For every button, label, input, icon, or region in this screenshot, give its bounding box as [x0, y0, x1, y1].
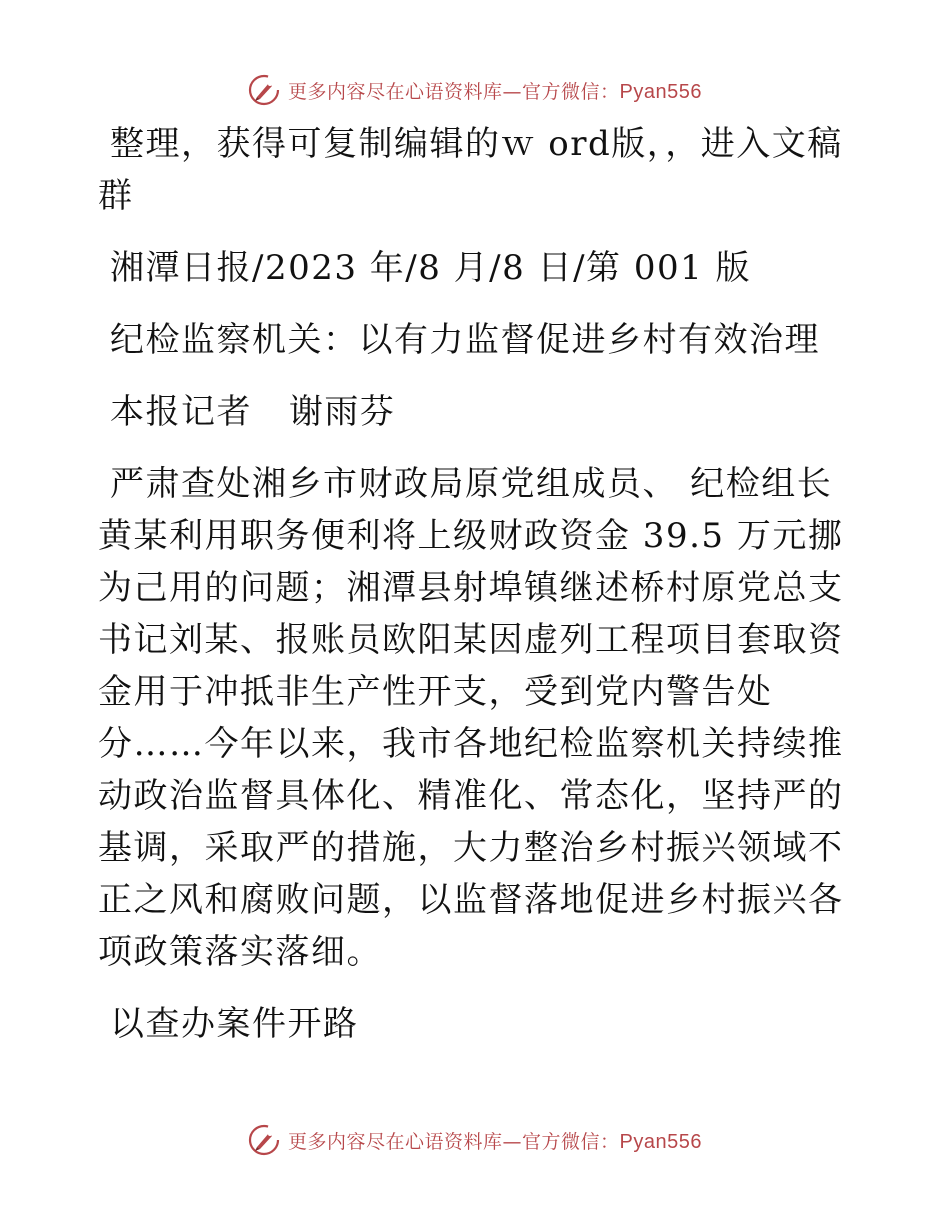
intro-line: 整理，获得可复制编辑的ｗ ord版，，进入文稿 — [110, 124, 843, 164]
watermark-footer — [0, 1120, 950, 1160]
source-line: 湘潭日报/2023 年/8 月/8 日/第 001 版 — [110, 248, 752, 288]
watermark-text: 更多内容尽在心语资料库—官方微信：Pyan556 — [288, 80, 702, 103]
byline: 本报记者 谢雨芬 — [110, 392, 396, 432]
pen-logo-icon — [248, 74, 280, 106]
watermark-text: 更多内容尽在心语资料库—官方微信：Pyan556 — [288, 1130, 702, 1153]
body-paragraph: 严肃查处湘乡市财政局原党组成员、 纪检组长黄某利用职务便利将上级财政资金 39.5 万元挪为己用的问题；湘潭县射埠镇继述桥村原党总支书记刘某、报账员欧阳某因虚列工程项目套取资金用于冲抵非生产性开支，受到党内警告处分……今年以来，我市各地纪检监察机关持续推动政治监督具体化、精准化、常态化，坚持严的基调，采取严的措施，大力整治乡村振兴领域不正之风和腐败问题，以监督落地促进乡村振兴各项政策落实落细。 — [98, 464, 844, 972]
intro-line-continuation: 群 — [98, 176, 134, 216]
section-subheading: 以查办案件开路 — [110, 1004, 359, 1044]
watermark-wechat-id: Pyan556 — [619, 80, 702, 103]
article-headline: 纪检监察机关：以有力监督促进乡村有效治理 — [110, 320, 820, 360]
watermark-header — [0, 70, 950, 110]
watermark-wechat-id: Pyan556 — [619, 1130, 702, 1153]
pen-logo-icon — [248, 1124, 280, 1156]
document-body — [98, 118, 858, 1050]
